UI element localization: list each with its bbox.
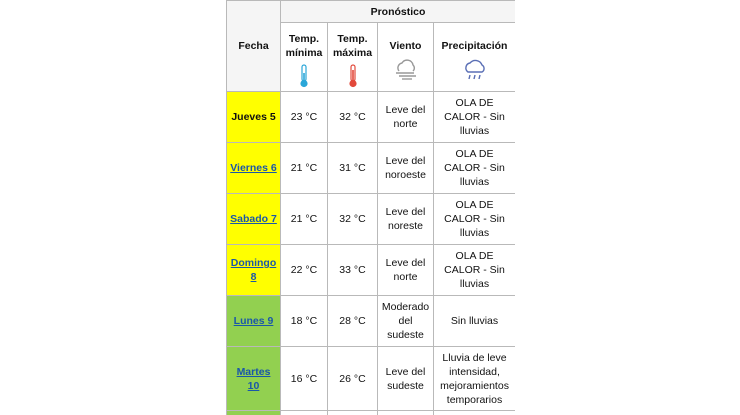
wind-line: norte	[393, 118, 418, 130]
precip-cell	[434, 411, 516, 415]
header-temp-min	[281, 23, 328, 92]
precip-cell	[434, 245, 516, 296]
wind-cell	[378, 194, 434, 245]
temp-min-cell: 21 °C	[281, 194, 328, 245]
temp-min-cell: 18 °C	[281, 296, 328, 347]
wind-cell	[378, 143, 434, 194]
precip-line: lluvias	[459, 278, 490, 290]
wind-line: del	[398, 315, 413, 327]
temp-max-cell	[328, 411, 378, 415]
temp-min-cell: 23 °C	[281, 92, 328, 143]
wind-line: Leve del	[385, 257, 426, 269]
precip-line: Lluvia de leve	[442, 351, 507, 364]
day-cell	[227, 347, 281, 411]
precip-line: mejoramientos	[440, 379, 509, 392]
precip-line: temporarios	[446, 393, 503, 406]
temp-min-cell: 22 °C	[281, 245, 328, 296]
wind-line: Leve del	[385, 104, 426, 116]
temp-min-cell	[281, 411, 328, 415]
wind-line: Leve del	[385, 206, 426, 218]
day-label: Jueves 5	[231, 111, 276, 123]
precip-line: lluvias	[459, 227, 490, 239]
day-link-martes[interactable]	[237, 366, 271, 392]
day-cell	[227, 92, 281, 143]
day-cell	[227, 296, 281, 347]
table-row	[227, 347, 516, 411]
day-link-domingo[interactable]	[231, 257, 277, 283]
table-row	[227, 92, 516, 143]
forecast-table	[226, 0, 515, 415]
table-row	[227, 296, 516, 347]
temp-min-cell: 16 °C	[281, 347, 328, 411]
wind-line: norte	[393, 271, 418, 283]
table-row	[227, 245, 516, 296]
wind-cell	[378, 92, 434, 143]
wind-line: noreste	[387, 220, 424, 232]
wind-line: noroeste	[385, 169, 426, 181]
day-cell	[227, 194, 281, 245]
wind-line: Leve del	[385, 155, 426, 167]
wind-cell	[378, 347, 434, 411]
day-line: 10	[247, 379, 260, 392]
wind-line: sudeste	[387, 329, 424, 341]
wind-cloud-icon	[393, 59, 419, 81]
temp-max-cell: 31 °C	[328, 143, 378, 194]
wind-line: Leve del	[385, 365, 426, 378]
precip-line: lluvias	[459, 125, 490, 137]
day-link-sabado[interactable]: Sabado 7	[230, 213, 277, 225]
header-fecha: Fecha	[227, 1, 281, 92]
header-pronostico: Pronóstico	[281, 1, 516, 23]
header-temp-max	[328, 23, 378, 92]
header-viento-label: Viento	[389, 40, 422, 52]
precip-line: OLA DE	[455, 97, 494, 109]
day-line: Martes	[236, 365, 271, 378]
wind-cell	[378, 245, 434, 296]
day-cell	[227, 411, 281, 415]
precip-cell	[434, 194, 516, 245]
rain-cloud-icon	[462, 59, 488, 81]
thermometer-cold-icon	[299, 64, 309, 88]
table-row	[227, 194, 516, 245]
precip-line: intensidad,	[449, 365, 500, 378]
header-temp-min-line2: mínima	[285, 47, 323, 59]
day-link-lunes[interactable]: Lunes 9	[233, 315, 274, 327]
precip-line: CALOR - Sin	[444, 264, 505, 276]
precip-line: CALOR - Sin	[444, 111, 505, 123]
precip-cell	[434, 143, 516, 194]
precip-line: lluvias	[459, 176, 490, 188]
day-link-viernes[interactable]: Viernes 6	[230, 162, 277, 174]
precip-cell	[434, 296, 516, 347]
precip-cell	[434, 347, 516, 411]
header-viento	[378, 23, 434, 92]
wind-line: sudeste	[387, 379, 424, 392]
header-precipitacion-label: Precipitación	[441, 40, 508, 52]
precip-line: CALOR - Sin	[444, 213, 505, 225]
temp-max-cell: 32 °C	[328, 194, 378, 245]
header-temp-max-line2: máxima	[332, 47, 373, 59]
temp-max-cell: 33 °C	[328, 245, 378, 296]
thermometer-hot-icon	[348, 64, 358, 88]
header-temp-max-line1: Temp.	[337, 33, 368, 45]
table-row	[227, 411, 516, 415]
temp-max-cell: 26 °C	[328, 347, 378, 411]
header-temp-min-line1: Temp.	[288, 33, 320, 45]
wind-line: Moderado	[381, 301, 430, 313]
header-precipitacion	[434, 23, 516, 92]
day-cell	[227, 143, 281, 194]
forecast-table-container	[226, 0, 515, 415]
wind-cell	[378, 411, 434, 415]
temp-min-cell: 21 °C	[281, 143, 328, 194]
day-line: 8	[250, 271, 257, 283]
wind-cell	[378, 296, 434, 347]
precip-line: CALOR - Sin	[444, 162, 505, 174]
table-row	[227, 143, 516, 194]
precip-line: Sin lluvias	[450, 315, 499, 327]
temp-max-cell: 28 °C	[328, 296, 378, 347]
precip-line: OLA DE	[455, 250, 494, 262]
day-line: Domingo	[230, 257, 277, 269]
precip-cell	[434, 92, 516, 143]
day-cell	[227, 245, 281, 296]
precip-line: OLA DE	[455, 148, 494, 160]
temp-max-cell: 32 °C	[328, 92, 378, 143]
precip-line: OLA DE	[455, 199, 494, 211]
